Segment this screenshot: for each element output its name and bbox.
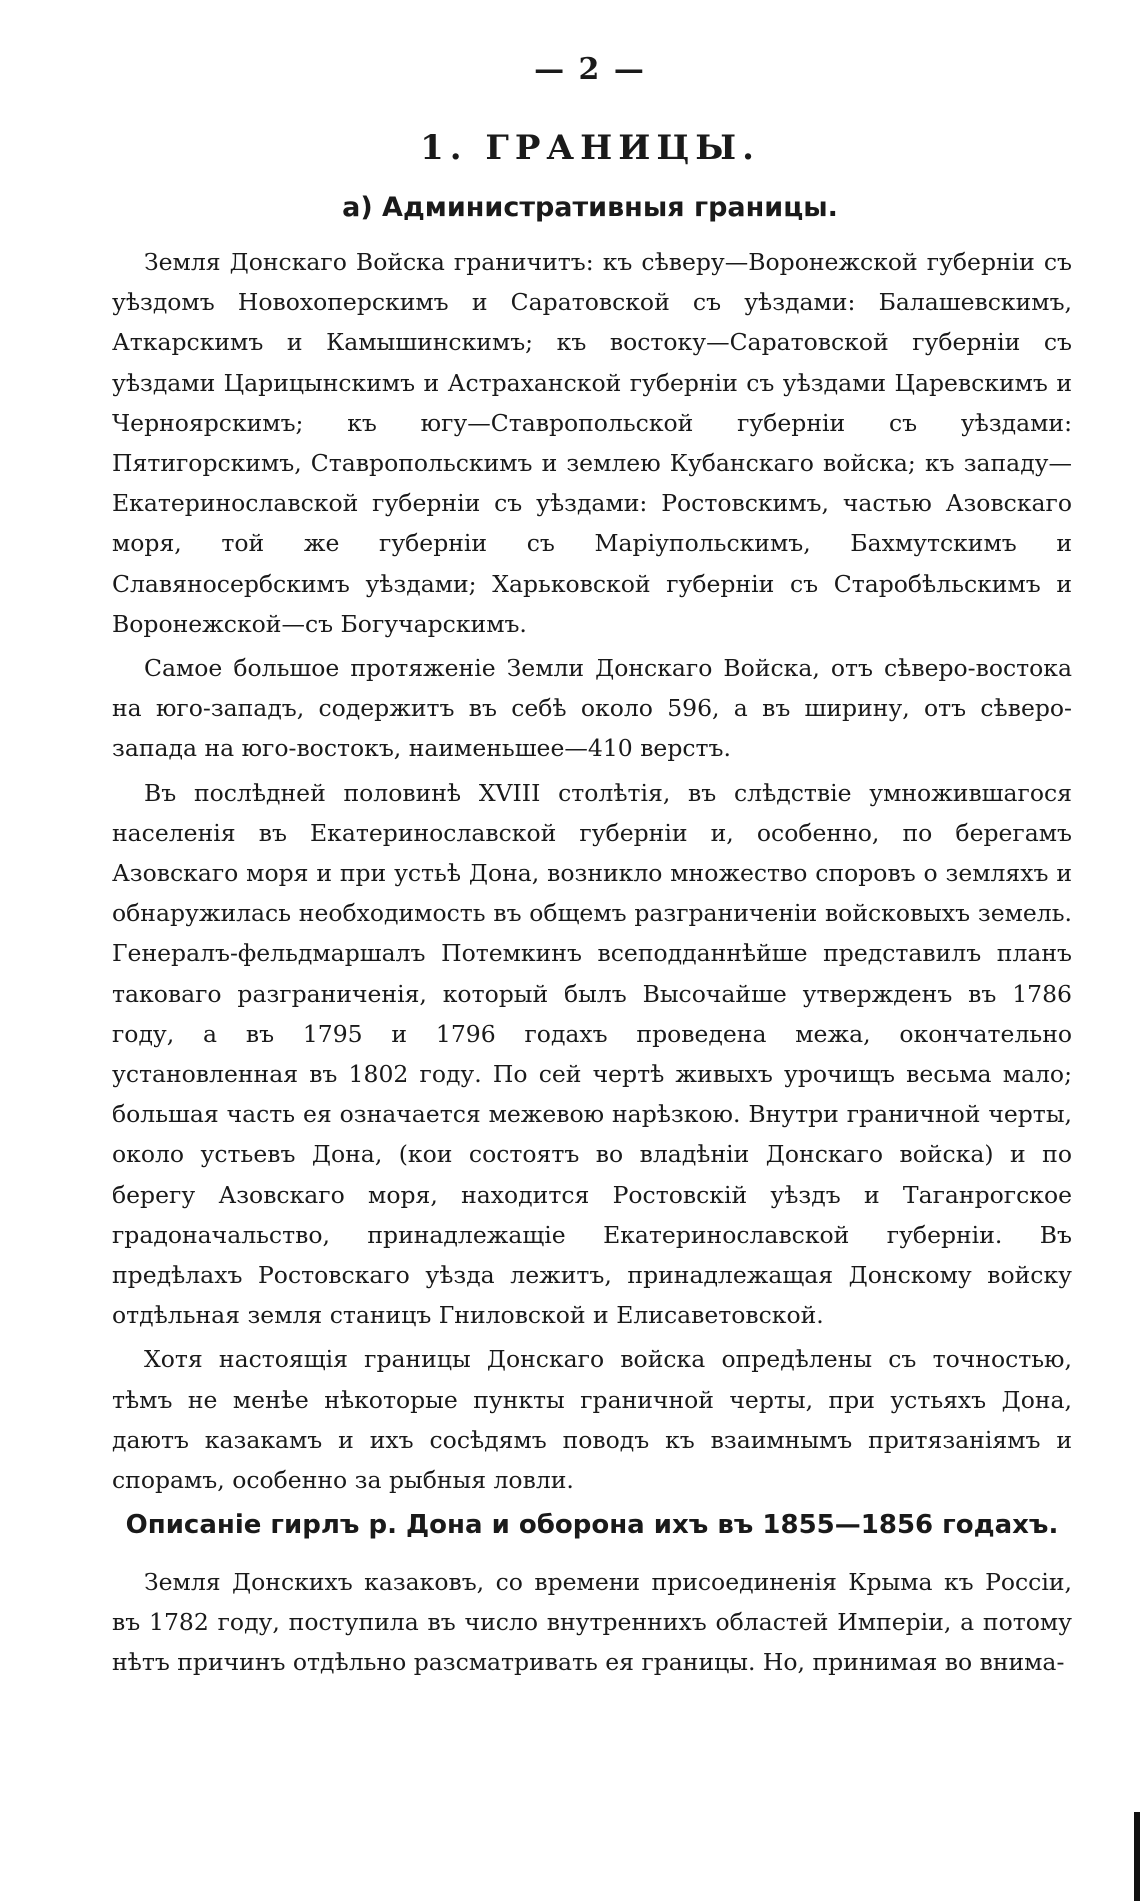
subsection-title: а) Административныя границы. xyxy=(342,192,838,223)
paragraph: Хотя настоящія границы Донскаго войска опредѣлены съ точностью, тѣмъ не менѣе нѣкоторые пункты граничной черты, при устьяхъ Дона, даютъ казакамъ и ихъ сосѣдямъ поводъ къ взаимнымъ притязаніямъ и спорамъ, особенно за рыбныя ловли. xyxy=(112,1345,1072,1495)
body-text xyxy=(112,242,1072,1504)
paragraph: Земля Донскаго Войска граничитъ: къ сѣверу—Воронежской губерніи съ уѣздомъ Новохоперскимъ и Саратовской съ уѣздами: Балашевскимъ, Аткарскимъ и Камышинскимъ; къ востоку—Саратовской губерніи съ уѣздами Царицынскимъ и Астраханской губерніи съ уѣздами Царевскимъ и Черноярскимъ; къ югу—Ставропольской губерніи съ уѣздами: Пятигорскимъ, Ставропольскимъ и землею Кубанскаго войска; къ западу—Екатеринославской губерніи съ уѣздами: Ростовскимъ, частью Азовскаго моря, той же губерніи съ Маріупольскимъ, Бахмутскимъ и Славяносербскимъ уѣздами; Харьковской губерніи съ Старобѣльскимъ и Воронежской—съ Богучарскимъ. xyxy=(112,248,1072,638)
section-body-text xyxy=(112,1562,1072,1687)
page-edge-mark xyxy=(1134,1812,1140,1901)
paragraph: Самое большое протяженіе Земли Донскаго Войска, отъ сѣверо-востока на юго-западъ, содержитъ въ себѣ около 596, а въ ширину, отъ сѣверо-запада на юго-востокъ, наименьшее—410 верстъ. xyxy=(112,654,1072,763)
page-number: — 2 — xyxy=(534,52,646,87)
paragraph: Земля Донскихъ казаковъ, со времени присоединенія Крыма къ Россіи, въ 1782 году, поступила въ число внутреннихъ областей Имперіи, а потому нѣтъ причинъ отдѣльно разсматривать ея границы. Но, принимая во внима- xyxy=(112,1568,1072,1677)
chapter-title: 1. ГРАНИЦЫ. xyxy=(420,128,760,168)
paragraph: Въ послѣдней половинѣ XVIII столѣтія, въ слѣдствіе умножившагося населенія въ Екатеринославской губерніи и, особенно, по берегамъ Азовскаго моря и при устьѣ Дона, возникло множество споровъ о земляхъ и обнаружилась необходимость въ общемъ разграниченіи войсковыхъ земель. Генералъ-фельдмаршалъ Потемкинъ всеподданнѣйше представилъ планъ таковаго разграниченія, который былъ Высочайше утвержденъ въ 1786 году, а въ 1795 и 1796 годахъ проведена межа, окончательно установленная въ 1802 году. По сей чертѣ живыхъ урочищъ весьма мало; большая часть ея означается межевою нарѣзкою. Внутри граничной черты, около устьевъ Дона, (кои состоятъ во владѣніи Донскаго войска) и по берегу Азовскаго моря, находится Ростовскій уѣздъ и Таганрогское градоначальство, принадлежащіе Екатеринославской губерніи. Въ предѣлахъ Ростовскаго уѣзда лежитъ, принадлежащая Донскому войску отдѣльная земля станицъ Гниловской и Елисаветовской. xyxy=(112,778,1072,1330)
section-title: Описаніе гирлъ р. Дона и оборона ихъ въ 1855—1856 годахъ. xyxy=(125,1510,1059,1540)
